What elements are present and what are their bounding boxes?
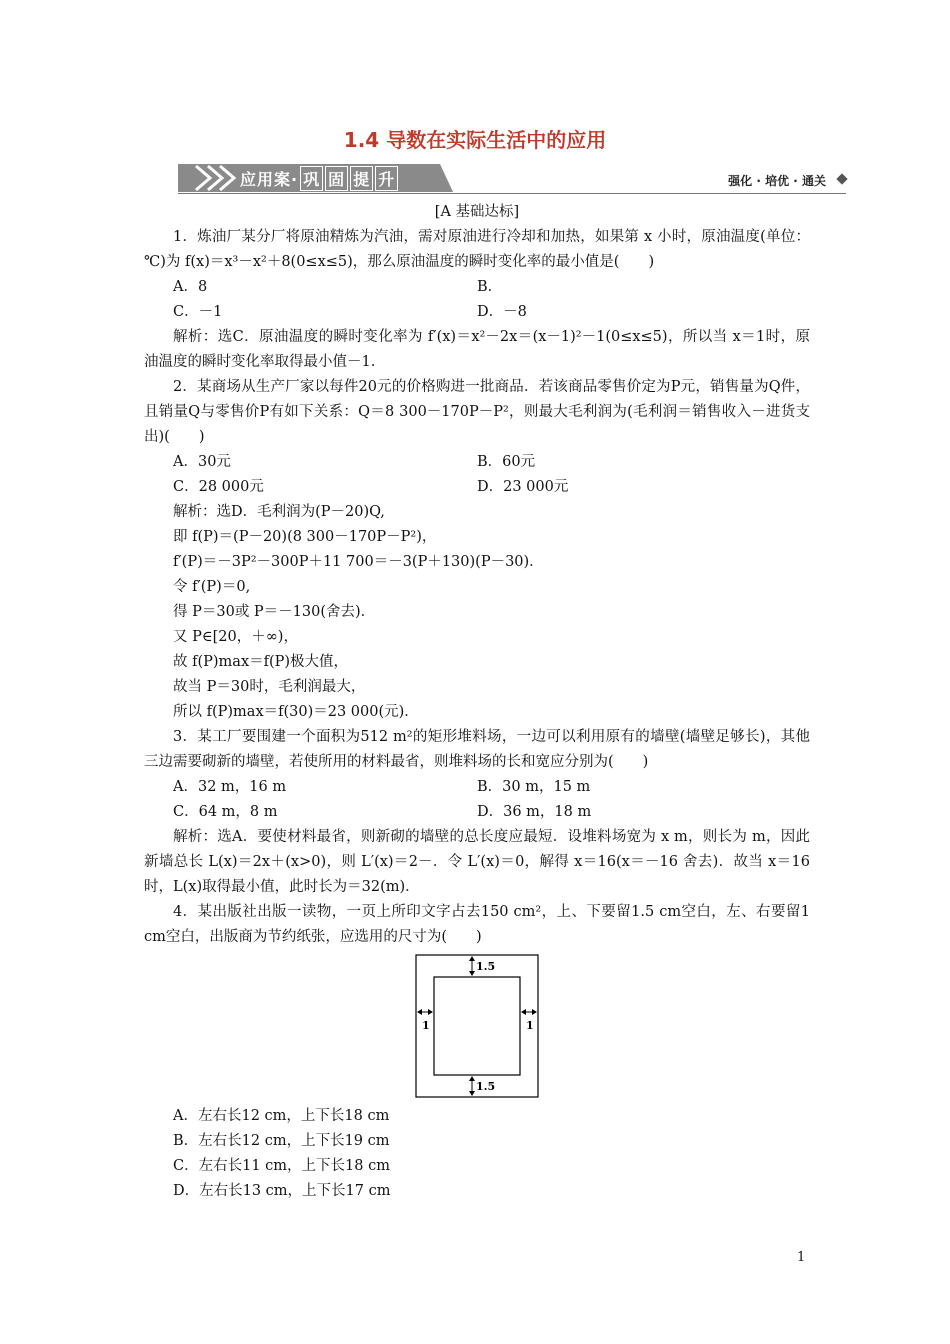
option-a: A．30元 [173,454,231,470]
q2-solution-line: 故 f(P)max＝f(P)极大值， [173,654,349,670]
option-d: D．23 000元 [477,479,569,495]
option-d: D．左右长13 cm，上下长17 cm [173,1183,391,1199]
banner-right-text: 强化 · 培优 · 通关 [728,174,826,188]
q2-text: 2．某商场从生产厂家以每件20元的价格购进一批商品．若该商品零售价定为P元，销售量为Q件，且销量Q与零售价P有如下关系：Q＝8 300－170P－P²，则最大毛利润为(毛利润＝销售收入－进货支出)( ) [144,379,810,445]
diamond-icon [836,173,847,184]
q3-options-row [144,775,810,800]
q2-solution-line: 故当 P＝30时，毛利润最大， [173,679,366,695]
q2-solution-line: 即 f(P)＝(P－20)(8 300－170P－P²)， [173,529,437,545]
fig-label-top: 1.5 [476,960,496,973]
q2-solution-line: 又 P∈[20，＋∞)， [173,629,298,645]
option-a: A．32 m，16 m [173,779,287,795]
q2-solution-line: f′(P)＝－3P²－300P＋11 700＝－3(P＋130)(P－30)． [173,554,544,570]
option-b: B．60元 [477,454,536,470]
q4-text: 4．某出版社出版一读物，一页上所印文字占去150 cm²，上、下要留1.5 cm空白，左、右要留1 cm空白，出版商为节约纸张，应选用的尺寸为( ) [144,904,810,945]
q2-solution-line: 令 f′(P)＝0, [173,579,251,595]
q3-text: 3．某工厂要围建一个面积为512 m²的矩形堆料场，一边可以利用原有的墙壁(墙壁足够长)，其他三边需要砌新的墙壁，若使所用的材料最省，则堆料场的长和宽应分别为( ) [144,729,810,770]
q1-text: 1．炼油厂某分厂将原油精炼为汽油，需对原油进行冷却和加热，如果第 x 小时，原油温度(单位：℃)为 f(x)＝x³－x²＋8(0≤x≤5)，那么原油温度的瞬时变化率的最小值是( ) [144,229,810,270]
q2-options-row [144,475,810,500]
fig-label-left: 1 [422,1019,430,1032]
q2-options-row [144,450,810,475]
option-a: A．左右长12 cm，上下长18 cm [173,1108,390,1124]
fig-label-bottom: 1.5 [476,1080,496,1093]
option-c: C．左右长11 cm，上下长18 cm [173,1158,390,1174]
banner-char: 提 [350,166,373,191]
page-title: 1.4 导数在实际生活中的应用 [343,128,607,152]
section-banner [178,162,846,194]
q3-solution: 解析：选A．要使材料最省，则新砌的墙壁的总长度应最短．设堆料场宽为 x m，则长为 m，因此新墙总长 L(x)＝2x＋(x>0)，则 L′(x)＝2－．令 L′(x)＝0，解得 x＝16(x＝－16 舍去)．故当 x＝16时，L(x)取得最小值，此时长为＝32(m)． [144,829,810,895]
q2-solution-line: 所以 f(P)max＝f(30)＝23 000(元)． [173,704,419,720]
q2-solution-line: 解析：选D．毛利润为(P－20)Q, [173,504,385,520]
option-a: A．8 [173,279,208,295]
option-d: D．36 m，18 m [477,804,592,820]
option-b: B．左右长12 cm，上下长19 cm [173,1133,390,1149]
page-number: 1 [797,1250,806,1265]
option-d: D．－8 [477,304,527,320]
option-b: B． [477,279,503,295]
q1-options-row [144,275,810,300]
page-layout-figure [144,954,810,1098]
q2-solution-line: 得 P＝30或 P＝－130(舍去)． [173,604,376,620]
option-c: C．28 000元 [173,479,264,495]
banner-rule [178,193,846,194]
section-heading: [A 基础达标] [434,204,520,220]
option-b: B．30 m，15 m [477,779,591,795]
banner-label [240,166,398,191]
option-c: C．64 m，8 m [173,804,278,820]
content [144,200,810,1204]
banner-left-text: 应用案· [240,170,299,189]
q3-options-row [144,800,810,825]
q1-solution: 解析：选C．原油温度的瞬时变化率为 f′(x)＝x²－2x＝(x－1)²－1(0≤x≤5)，所以当 x＝1时，原油温度的瞬时变化率取得最小值－1. [144,329,810,370]
banner-char: 固 [325,166,348,191]
fig-label-right: 1 [526,1019,534,1032]
banner-char: 升 [375,166,398,191]
banner-char: 巩 [300,166,323,191]
q1-options-row [144,300,810,325]
option-c: C．－1 [173,304,223,320]
